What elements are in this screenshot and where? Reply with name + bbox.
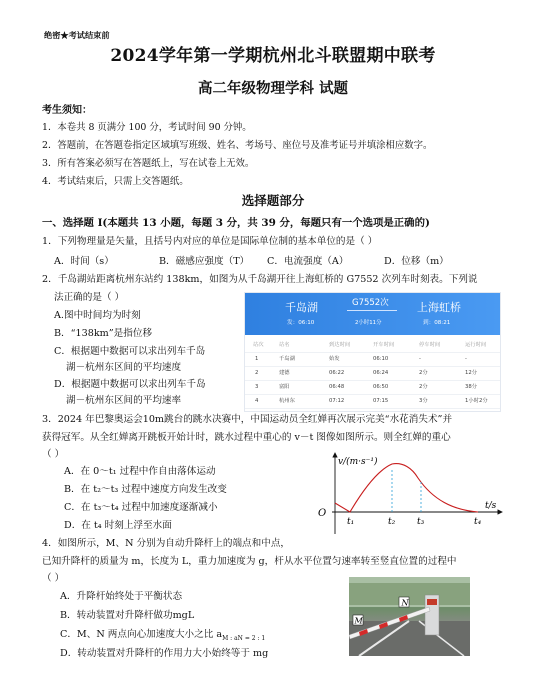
cell: 07:15 [373, 398, 389, 404]
q4-option-c [60, 629, 265, 643]
travel-duration: 2小时11分 [355, 320, 382, 326]
route-line [347, 310, 397, 311]
cell: 06:50 [373, 384, 389, 390]
option-c-text: C．M、N 两点向心加速度大小之比 a [60, 629, 223, 640]
notice-item: 4．考试结束后，只需上交答题纸。 [42, 176, 189, 187]
q1-option-d: D．位移（m） [384, 256, 449, 267]
column-header: 停车时间 [419, 342, 441, 348]
question-4-stem-cont: 已知升降杆的质量为 m，长度为 L，重力加速度为 g，杆从水平位置匀速率转至竖直位置的过程中 [42, 556, 457, 567]
x-axis-label: t/s [485, 501, 497, 511]
cell: 3 [255, 384, 259, 390]
cell: 杭州东 [279, 398, 295, 404]
cell: 始发 [329, 356, 340, 362]
tick-label: t₁ [347, 517, 355, 527]
cell: 3分 [419, 398, 428, 404]
q4-option-a: A．升降杆始终处于平衡状态 [60, 591, 183, 602]
notice-item: 3．所有答案必须写在答题纸上，写在试卷上无效。 [42, 158, 255, 169]
q3-option-b: B．在 t₂～t₃ 过程中速度方向发生改变 [64, 484, 227, 495]
question-3-stem-cont: 获得冠军。从全红婵离开跳板开始计时，跳水过程中重心的 v－t 图像如图所示。则全红婵的重心 [42, 432, 451, 443]
question-3-stem: 3．2024 年巴黎奥运会10m跳台的跳水决赛中，中国运动员全红婵再次展示完美“水花消失术”并 [42, 414, 453, 425]
cell: 12分 [465, 370, 478, 376]
table-row [245, 381, 500, 395]
column-header: 到达时间 [329, 342, 351, 348]
q2-option-d-cont: 湖－杭州东区间的平均速率 [66, 395, 182, 406]
cell: 1小时2分 [465, 398, 488, 404]
timetable-header [245, 293, 500, 335]
q1-option-c: C．电流强度（A） [267, 256, 349, 267]
point-m-label: M [354, 616, 363, 626]
column-header: 运行时间 [465, 342, 487, 348]
q3-option-c: C．在 t₃～t₄ 过程中加速度逐渐减小 [64, 502, 218, 513]
cell: 06:10 [373, 356, 389, 362]
q2-option-c-cont: 湖－杭州东区间的平均速度 [66, 362, 182, 373]
column-header: 站次 [253, 342, 264, 348]
cell: 07:12 [329, 398, 345, 404]
cell: 2 [255, 370, 259, 376]
question-4-stem-cont: （ ） [42, 573, 65, 584]
cell: 千岛湖 [279, 356, 295, 362]
table-row [245, 353, 500, 367]
cell: 1 [255, 356, 259, 362]
question-3-stem-cont: （ ） [42, 449, 65, 460]
vt-curve [335, 464, 478, 512]
section-title: 选择题部分 [241, 193, 305, 208]
train-number: G7552次 [352, 298, 389, 308]
cell: 2分 [419, 370, 428, 376]
cell: 4 [255, 398, 259, 404]
velocity-time-graph [308, 450, 504, 536]
tick-label: t₄ [474, 517, 482, 527]
q2-option-c: C．根据题中数据可以求出列车千岛 [54, 346, 206, 357]
confidential-mark: 绝密★考试结束前 [44, 30, 110, 40]
q2-option-a: A.图中时间均为时刻 [54, 310, 141, 321]
question-4-stem: 4．如图所示，M、N 分别为自动升降杆上的端点和中点， [42, 538, 291, 549]
question-1-stem: 1．下列物理量是矢量，且括号内对应的单位是国际单位制的基本单位的是（ ） [42, 236, 378, 247]
to-station: 上海虹桥 [417, 301, 461, 314]
column-header: 开车时间 [373, 342, 395, 348]
cell: 38分 [465, 384, 478, 390]
cell: 2分 [419, 384, 428, 390]
timetable-table [245, 339, 500, 409]
tick-label: t₃ [417, 517, 425, 527]
cell: - [419, 356, 421, 362]
part-heading: 一、选择题 I(本题共 13 小题，每题 3 分，共 39 分，每题只有一个选项是正确的) [42, 217, 430, 229]
q2-option-d: D．根据题中数据可以求出列车千岛 [54, 379, 206, 390]
from-station: 千岛湖 [285, 301, 318, 314]
q2-option-b: B．“138km”是指位移 [54, 328, 153, 339]
barrier-gate-photo [349, 577, 470, 656]
barrier-gate-illustration [349, 577, 470, 656]
table-header-row [245, 339, 500, 353]
cell: - [465, 356, 467, 362]
q4-option-b: B．转动装置对升降杆做功mgL [60, 610, 195, 621]
train-timetable-image [244, 292, 501, 412]
cell: 建德 [279, 370, 290, 376]
table-row [245, 367, 500, 381]
column-header: 站名 [279, 342, 290, 348]
cell: 富阳 [279, 384, 290, 390]
q1-option-b: B．磁感应强度（T） [159, 256, 250, 267]
q1-option-a: A．时间（s） [54, 256, 114, 267]
to-time: 到：08:21 [423, 320, 451, 326]
from-time: 发：06:10 [287, 320, 315, 326]
q3-option-d: D．在 t₄ 时刻上浮至水面 [64, 520, 172, 531]
cell: 06:22 [329, 370, 345, 376]
tick-label: t₂ [388, 517, 396, 527]
sub-m: M : a [222, 634, 238, 642]
notice-item: 1．本卷共 8 页满分 100 分，考试时间 90 分钟。 [42, 122, 252, 133]
cell: 06:24 [373, 370, 389, 376]
exam-title: 2024学年第一学期杭州北斗联盟期中联考 [110, 46, 436, 66]
origin-label: O [318, 508, 327, 519]
q3-option-a: A．在 0～t₁ 过程中作自由落体运动 [64, 466, 216, 477]
y-axis-label: v/(m·s⁻¹) [338, 457, 378, 467]
question-2-stem: 2．千岛湖站距离杭州东站约 138km，如图为从千岛湖开往上海虹桥的 G7552 次列车时刻表。下列说 [42, 274, 478, 285]
q4-option-d: D．转动装置对升降杆的作用力大小始终等于 mg [60, 648, 269, 659]
notice-item: 2．答题前，在答题卷指定区域填写班级、姓名、考场号、座位号及准考证号并填涂相应数字。 [42, 140, 433, 151]
table-row [245, 395, 500, 409]
cell: 06:48 [329, 384, 345, 390]
notice-heading: 考生须知： [42, 105, 92, 116]
exam-subtitle: 高二年级物理学科 试题 [197, 80, 349, 97]
point-n-label: N [401, 598, 409, 608]
sub-n: N = 2 : 1 [237, 634, 266, 642]
question-2-stem-cont: 法正确的是（ ） [54, 292, 125, 303]
